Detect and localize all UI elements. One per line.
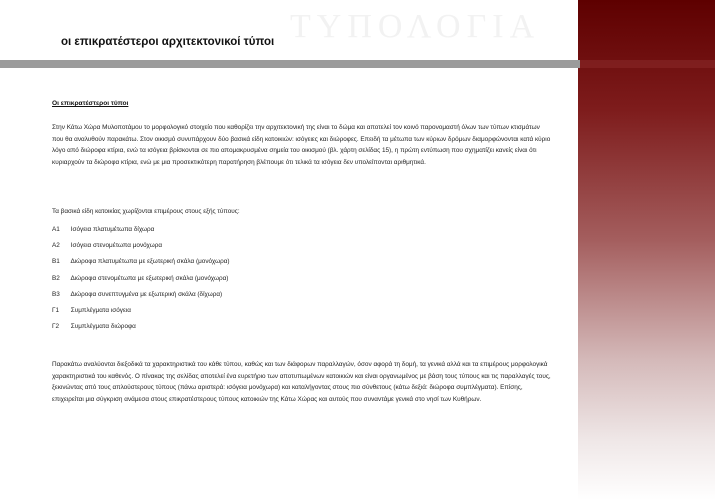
type-label: Διώροφα στενομέτωπα με εξωτερική σκάλα (μονόχωρα) xyxy=(70,274,229,282)
type-code: Β1 xyxy=(52,258,60,266)
type-code: Γ1 xyxy=(52,306,60,314)
type-label: Διώροφα συνεπτυγμένα με εξωτερική σκάλα (δίχωρα) xyxy=(70,290,223,298)
list-item xyxy=(52,225,230,241)
type-code: Α2 xyxy=(52,242,60,250)
type-label: Διώροφα πλατυμέτωπα με εξωτερική σκάλα (μονόχωρα) xyxy=(70,258,230,266)
list-item xyxy=(52,257,230,273)
type-label: Συμπλέγματα διώροφα xyxy=(70,323,136,331)
list-item xyxy=(52,241,230,257)
type-label: Ισόγεια στενομέτωπα μονόχωρα xyxy=(70,242,163,250)
list-item xyxy=(52,306,230,322)
types-intro: Τα βασικά είδη κατοικίας χωρίζονται επιμέρους στους εξής τύπους: xyxy=(52,208,240,215)
header-divider-bar xyxy=(0,60,580,68)
intro-paragraph: Στην Κάτω Χώρα Μυλοποτάμου το μορφολογικό στοιχείο που καθορίζει την αρχιτεκτονική της είναι το δώμα και αποτελεί τον κοινό παρονομαστή όλων των τύπων κτισμάτων που θα αναλυθούν παρακάτω. Στον οικισμό συνυπάρχουν δύο βασικά είδη κατοικιών: ισόγειες και διώροφες. Επειδή τα μέτωπα των κύριων δρόμων διαμορφώνονται κατά κύριο λόγο από διώροφα κτίρια, ενώ τα ισόγεια βρίσκονται σε πιο απομακρυσμένα σημεία του οικισμού (βλ. χάρτη σελίδας 15), η πρώτη εντύπωση που σχηματίζει κανείς είναι ότι κυριαρχούν τα διώροφα κτίρια, ενώ με μια προσεκτικότερη παρατήρηση βλέπουμε ότι τελικά τα ισόγεια δεν υπολείπονται αριθμητικά. xyxy=(52,124,551,166)
type-code: Α1 xyxy=(52,226,60,233)
type-label: Συμπλέγματα ισόγεια xyxy=(70,306,131,314)
closing-paragraph: Παρακάτω αναλύονται διεξοδικά τα χαρακτηριστικά του κάθε τύπου, καθώς και των διάφορων παραλλαγών, όσον αφορά τη δομή, τα γενικά αλλά και τα επιμέρους μορφολογικά χαρακτηριστικά του καθενός. Ο πίνακας της σελίδας αποτελεί ένα ευρετήριο των αποτυπωμένων κατοικιών και είναι οργανωμένος με βάση τους τύπους και τις παραλλαγές τους, ξεκινώντας από τους απλούστερους τύπους (πάνω αριστερά: ισόγεια μονόχωρα) και καταλήγοντας στους πιο σύνθετους (κάτω δεξιά: διώροφα συμπλέγματα). Επίσης, επιχειρείται μια σύγκριση ανάμεσα στους επικρατέστερους τύπους κατοικιών της Κάτω Χώρας και αυτούς που συναντάμε γενικά στο νησί των Κυθήρων. xyxy=(52,361,551,403)
side-panel-band xyxy=(578,60,715,68)
types-list xyxy=(52,225,230,338)
type-code: Γ2 xyxy=(52,323,60,331)
list-item xyxy=(52,274,230,290)
type-code: Β3 xyxy=(52,290,60,298)
section-heading: Οι επικρατέστεροι τύποι xyxy=(52,100,129,107)
type-code: Β2 xyxy=(52,274,60,282)
list-item xyxy=(52,290,230,306)
list-item xyxy=(52,322,230,338)
page-title: οι επικρατέστεροι αρχιτεκτονικοί τύποι xyxy=(61,36,275,48)
header-watermark: ΤΥΠΟΛΟΓΙΑ xyxy=(290,8,541,45)
type-label: Ισόγεια πλατυμέτωπα δίχωρα xyxy=(70,226,155,233)
decorative-side-panel xyxy=(578,0,715,500)
